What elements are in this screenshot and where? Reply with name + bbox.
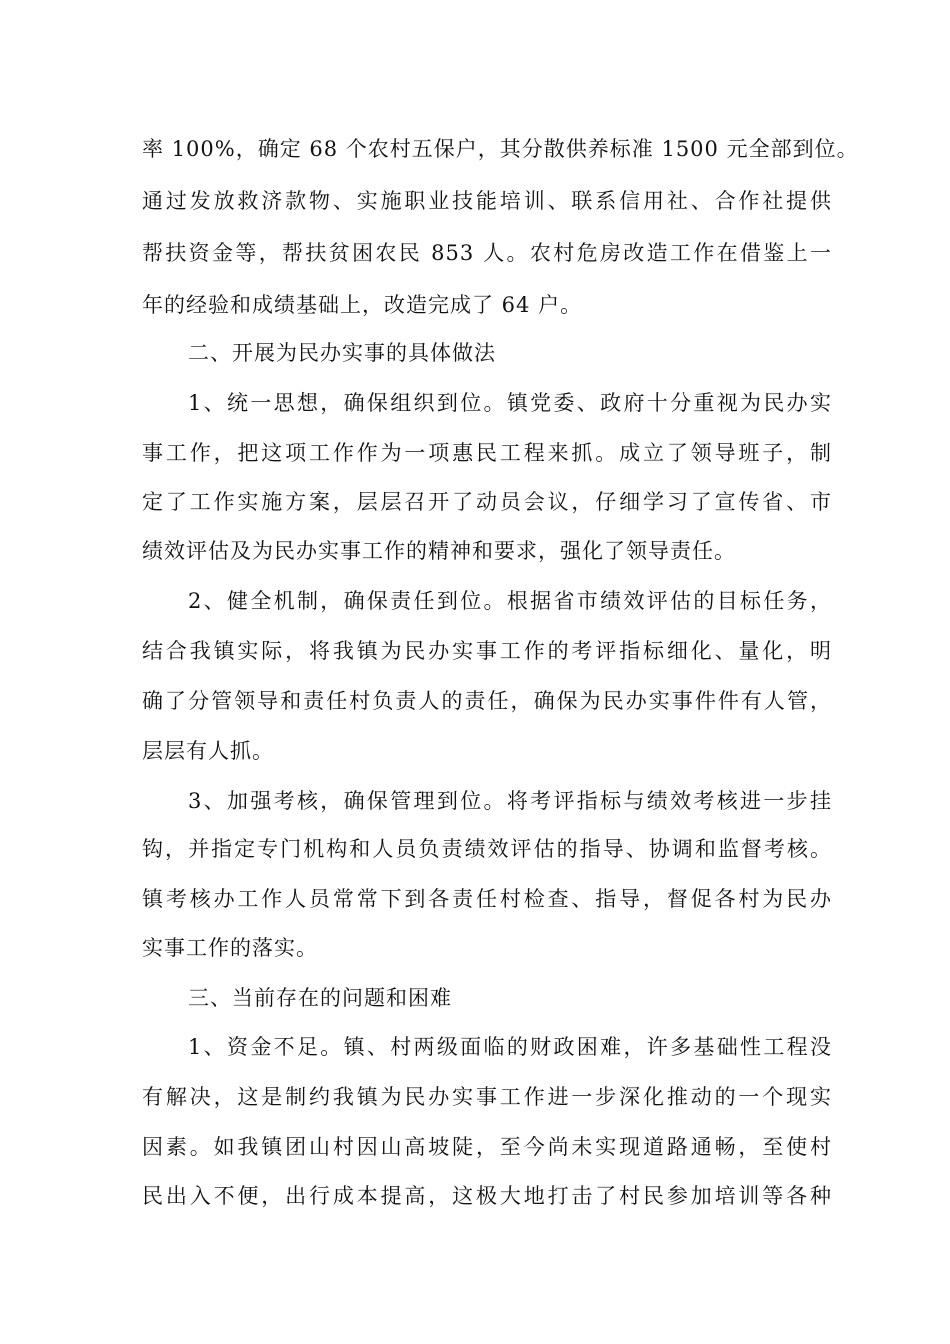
text-line: 1、统一思想，确保组织到位。镇党委、政府十分重视为民办实 bbox=[188, 391, 832, 415]
text-line: 绩效评估及为民办实事工作的精神和要求，强化了领导责任。 bbox=[142, 539, 736, 563]
text-line: 年的经验和成绩基础上，改造完成了 64 户。 bbox=[142, 293, 583, 317]
text-line: 通过发放救济款物、实施职业技能培训、联系信用社、合作社提供 bbox=[142, 189, 832, 213]
text-line: 率 100%，确定 68 个农村五保户，其分散供养标准 1500 元全部到位。 bbox=[142, 137, 859, 161]
text-line: 3、加强考核，确保管理到位。将考评指标与绩效考核进一步挂 bbox=[188, 789, 832, 813]
text-line: 有解决，这是制约我镇为民办实事工作进一步深化推动的一个现实 bbox=[142, 1085, 832, 1109]
text-line: 钩，并指定专门机构和人员负责绩效评估的指导、协调和监督考核。 bbox=[142, 837, 832, 861]
text-line: 结合我镇实际，将我镇为民办实事工作的考评指标细化、量化，明 bbox=[142, 639, 832, 663]
text-line: 2、健全机制，确保责任到位。根据省市绩效评估的目标任务， bbox=[188, 589, 832, 613]
text-line: 民出入不便，出行成本提高，这极大地打击了村民参加培训等各种 bbox=[142, 1184, 832, 1208]
text-line: 镇考核办工作人员常常下到各责任村检查、指导，督促各村为民办 bbox=[142, 887, 832, 911]
text-line: 因素。如我镇团山村因山高坡陡，至今尚未实现道路通畅，至使村 bbox=[142, 1135, 832, 1159]
text-line: 定了工作实施方案，层层召开了动员会议，仔细学习了宣传省、市 bbox=[142, 490, 832, 514]
text-line: 确了分管领导和责任村负责人的责任，确保为民办实事件件有人管， bbox=[142, 689, 832, 713]
text-line: 1、资金不足。镇、村两级面临的财政困难，许多基础性工程没 bbox=[188, 1035, 832, 1059]
section-heading: 二、开展为民办实事的具体做法 bbox=[188, 341, 496, 365]
text-line: 实事工作的落实。 bbox=[142, 936, 318, 960]
text-line: 帮扶资金等，帮扶贫困农民 853 人。农村危房改造工作在借鉴上一 bbox=[142, 241, 832, 265]
text-line: 事工作，把这项工作作为一项惠民工程来抓。成立了领导班子，制 bbox=[142, 441, 832, 465]
text-line: 层层有人抓。 bbox=[142, 739, 274, 763]
section-heading: 三、当前存在的问题和困难 bbox=[188, 986, 452, 1010]
